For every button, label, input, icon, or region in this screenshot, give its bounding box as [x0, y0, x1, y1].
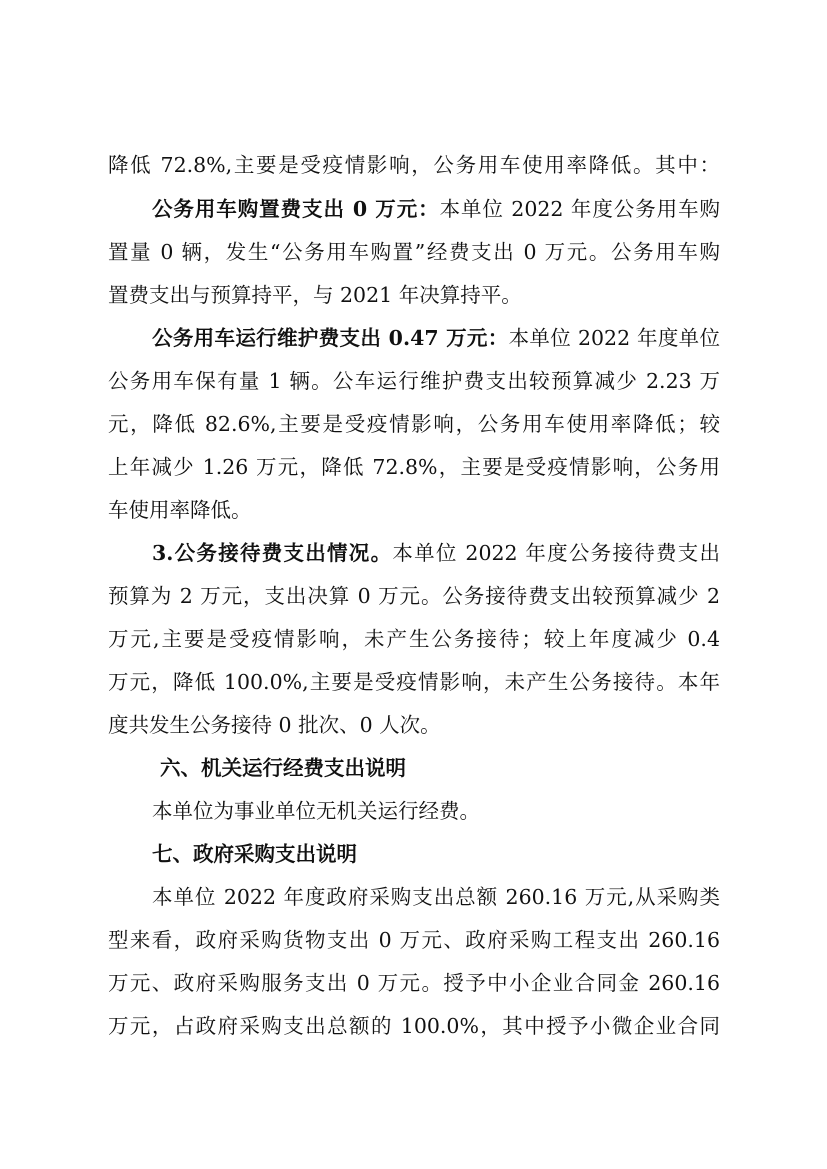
paragraph-line: 车使用率降低。	[108, 498, 252, 522]
paragraph-line: 预算为 2 万元，支出决算 0 万元。公务接待费支出较预算减少 2	[108, 584, 720, 608]
paragraph-line: 公务用车运行维护费支出 0.47 万元：本单位 2022 年度单位	[152, 326, 720, 350]
section-heading: 六、机关运行经费支出说明	[160, 756, 406, 780]
paragraph-line: 本单位为事业单位无机关运行经费。	[152, 799, 480, 823]
paragraph-line: 万元、政府采购服务支出 0 万元。授予中小企业合同金 260.16	[108, 971, 720, 995]
section-heading: 七、政府采购支出说明	[152, 842, 357, 866]
paragraph-line: 置量 0 辆，发生“公务用车购置”经费支出 0 万元。公务用车购	[108, 240, 720, 264]
paragraph-line: 型来看，政府采购货物支出 0 万元、政府采购工程支出 260.16	[108, 928, 720, 952]
bold-lead: 3.公务接待费支出情况。	[152, 541, 393, 565]
paragraph-line: 元，降低 82.6%,主要是受疫情影响，公务用车使用率降低；较	[108, 412, 720, 436]
paragraph-line: 本单位 2022 年度政府采购支出总额 260.16 万元,从采购类	[152, 885, 720, 909]
paragraph-line: 万元，占政府采购支出总额的 100.0%，其中授予小微企业合同	[108, 1014, 720, 1038]
bold-lead: 公务用车运行维护费支出 0.47 万元：	[152, 326, 509, 350]
paragraph-line: 公务用车保有量 1 辆。公车运行维护费支出较预算减少 2.23 万	[108, 369, 720, 393]
bold-lead: 公务用车购置费支出 0 万元：	[152, 197, 440, 221]
paragraph-line: 万元,主要是受疫情影响，未产生公务接待；较上年度减少 0.4	[108, 627, 720, 651]
paragraph-line: 3.公务接待费支出情况。本单位 2022 年度公务接待费支出	[152, 541, 721, 565]
paragraph-line: 公务用车购置费支出 0 万元：本单位 2022 年度公务用车购	[152, 197, 720, 221]
paragraph-line: 上年减少 1.26 万元，降低 72.8%，主要是受疫情影响，公务用	[108, 455, 720, 479]
paragraph-line: 降低 72.8%,主要是受疫情影响，公务用车使用率降低。其中：	[108, 153, 720, 177]
paragraph-line: 万元，降低 100.0%,主要是受疫情影响，未产生公务接待。本年	[108, 670, 720, 694]
paragraph-line: 度共发生公务接待 0 批次、0 人次。	[108, 713, 441, 737]
paragraph-line: 置费支出与预算持平，与 2021 年决算持平。	[108, 283, 522, 307]
